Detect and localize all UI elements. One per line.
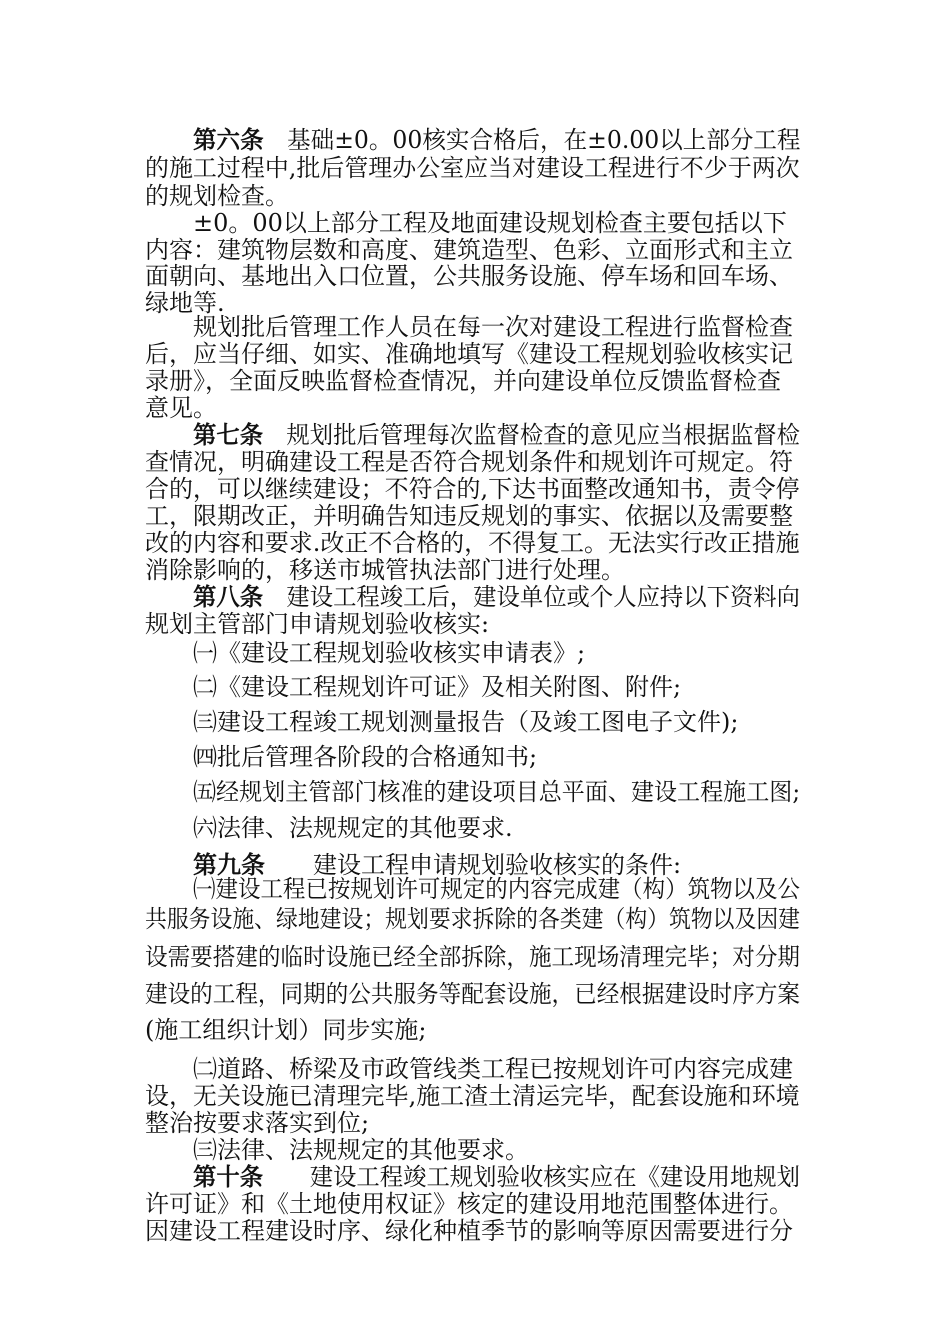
text-line	[145, 153, 800, 183]
article-heading: 第八条	[193, 582, 264, 611]
text-line	[145, 979, 800, 1009]
text-line	[193, 1054, 793, 1084]
line-text: ㈡道路、桥梁及市政管线类工程已按规划许可内容完成建	[193, 1055, 793, 1083]
text-line	[145, 393, 217, 423]
line-text: 录册》，全面反映监督检查情况，并向建设单位反馈监督检查	[145, 367, 781, 395]
text-line	[145, 261, 793, 291]
line-text: 共服务设施、绿地建设；规划要求拆除的各类建（构）筑物以及因建	[145, 905, 800, 933]
text-line	[193, 312, 793, 342]
line-text: ㈢法律、法规规定的其他要求。	[193, 1136, 529, 1164]
text-line	[145, 366, 781, 396]
line-text: 设需要搭建的临时设施已经全部拆除，施工现场清理完毕；对分期	[145, 943, 800, 971]
line-text: 消除影响的，移送市城管执法部门进行处理。	[145, 556, 625, 584]
line-text: 面朝向、基地出入口位置，公共服务设施、停车场和回车场、	[145, 262, 793, 290]
line-text: 规划主管部门申请规划验收核实:	[145, 610, 490, 638]
text-line	[145, 942, 800, 972]
line-text: 因建设工程建设时序、绿化种植季节的影响等原因需要进行分	[145, 1217, 793, 1245]
text-line	[145, 339, 793, 369]
text-line	[145, 904, 800, 934]
line-text: 意见。	[145, 394, 217, 422]
line-text: ㈣批后管理各阶段的合格通知书;	[193, 743, 538, 771]
line-text: ㈢建设工程竣工规划测量报告（及竣工图电子文件);	[193, 708, 739, 736]
text-line	[193, 638, 585, 668]
line-text: 建设工程申请规划验收核实的条件:	[265, 851, 682, 879]
text-line	[145, 181, 289, 211]
line-text: 合的，可以继续建设；不符合的,下达书面整改通知书，责令停	[145, 475, 800, 503]
line-text: 许可证》和《土地使用权证》核定的建设用地范围整体进行。	[145, 1190, 793, 1218]
line-text: ±0。00以上部分工程及地面建设规划检查主要包括以下	[193, 209, 787, 237]
text-line	[193, 707, 738, 737]
line-text: 内容：建筑物层数和高度、建筑造型、色彩、立面形式和主立	[145, 236, 793, 264]
text-line	[145, 1189, 793, 1219]
line-text: ㈡《建设工程规划许可证》及相关附图、附件;	[193, 673, 682, 701]
line-text: 规划批后管理工作人员在每一次对建设工程进行监督检查	[193, 313, 793, 341]
line-text: 查情况，明确建设工程是否符合规划条件和规划许可规定。符	[145, 448, 793, 476]
text-line	[193, 1135, 529, 1165]
text-line	[145, 1081, 800, 1111]
line-text: 后，应当仔细、如实、准确地填写《建设工程规划验收核实记	[145, 340, 793, 368]
article-heading: 第九条	[193, 850, 265, 879]
line-text: 规划批后管理每次监督检查的意见应当根据监督检	[263, 421, 800, 449]
line-text: 改的内容和要求.改正不合格的，不得复工。无法实行改正措施	[145, 529, 800, 557]
line-text: ㈥法律、法规规定的其他要求.	[193, 814, 513, 842]
text-line	[193, 813, 513, 843]
text-line	[193, 742, 537, 772]
text-line	[145, 447, 793, 477]
line-text: 建设工程竣工规划验收核实应在《建设用地规划	[263, 1163, 800, 1191]
text-line	[193, 420, 800, 450]
line-text: (施工组织计划）同步实施;	[145, 1016, 427, 1044]
line-text: ㈤经规划主管部门核准的建设项目总平面、建设工程施工图;	[193, 778, 801, 806]
line-text: 的施工过程中,批后管理办公室应当对建设工程进行不少于两次	[145, 154, 800, 182]
line-text: 绿地等.	[145, 289, 225, 317]
text-line	[193, 874, 800, 904]
line-text: 工，限期改正，并明确告知违反规划的事实、依据以及需要整	[145, 502, 793, 530]
line-text: 设，无关设施已清理完毕,施工渣土清运完毕，配套设施和环境	[145, 1082, 800, 1110]
text-line	[193, 208, 787, 238]
text-line	[145, 1216, 793, 1246]
line-text: 建设的工程，同期的公共服务等配套设施，已经根据建设时序方案	[145, 980, 800, 1008]
article-heading: 第七条	[193, 420, 264, 449]
line-text: 的规划检查。	[145, 182, 289, 210]
line-text: 整治按要求落实到位;	[145, 1109, 370, 1137]
text-line	[193, 582, 800, 612]
text-line	[145, 528, 800, 558]
text-line	[145, 1015, 426, 1045]
line-text: 建设工程竣工后，建设单位或个人应持以下资料向	[263, 583, 800, 611]
text-line	[193, 777, 800, 807]
text-line	[145, 474, 800, 504]
line-text: ㈠《建设工程规划验收核实申请表》;	[193, 639, 586, 667]
article-heading: 第十条	[193, 1162, 264, 1191]
text-line	[145, 1108, 369, 1138]
text-line	[193, 125, 800, 155]
text-line	[193, 1162, 800, 1192]
text-line	[145, 609, 489, 639]
line-text: 基础±0。00核实合格后，在±0.00以上部分工程	[263, 126, 801, 154]
article-heading: 第六条	[193, 125, 264, 154]
line-text: ㈠建设工程已按规划许可规定的内容完成建（构）筑物以及公	[193, 875, 800, 903]
text-line	[145, 501, 793, 531]
text-line	[193, 672, 681, 702]
text-line	[145, 555, 625, 585]
